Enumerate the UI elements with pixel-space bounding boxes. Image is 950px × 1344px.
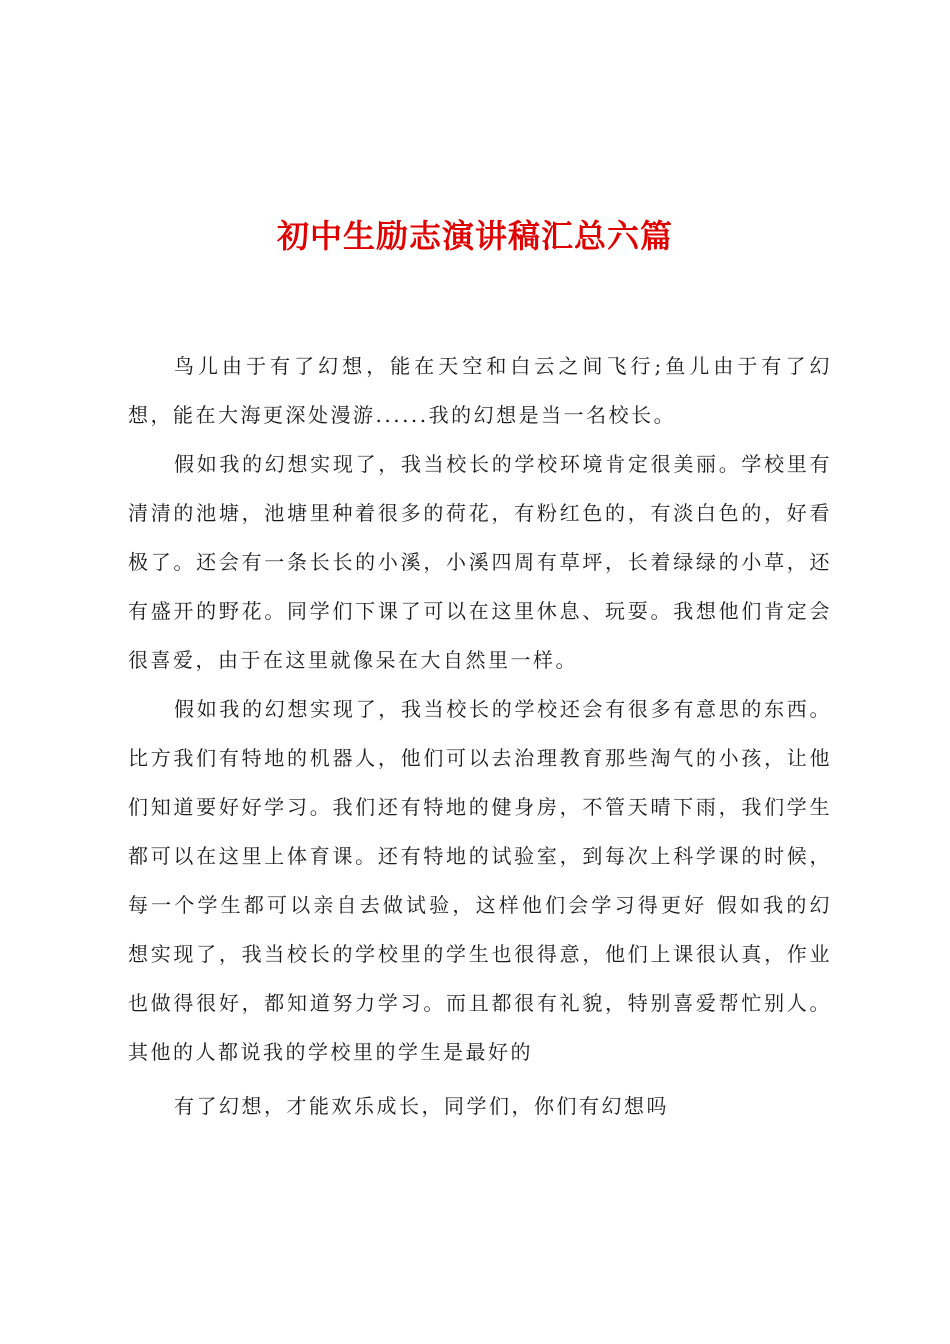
document-body: [128, 342, 832, 1131]
paragraph-4: 有了幻想，才能欢乐成长，同学们，你们有幻想吗: [174, 1094, 669, 1118]
document-title: 初中生励志演讲稿汇总六篇: [276, 217, 673, 255]
paragraph-2: 假如我的幻想实现了，我当校长的学校环境肯定很美丽。学校里有清清的池塘，池塘里种着很多的荷花，有粉红色的，有淡白色的，好看极了。还会有一条长长的小溪，小溪四周有草坪，长着绿绿的小草，还有盛开的野花。同学们下课了可以在这里休息、玩耍。我想他们肯定会很喜爱，由于在这里就像呆在大自然里一样。: [128, 452, 832, 672]
paragraph-1: 鸟儿由于有了幻想，能在天空和白云之间飞行;鱼儿由于有了幻想，能在大海更深处漫游......我的幻想是当一名校长。: [128, 354, 832, 427]
paragraph-3: 假如我的幻想实现了，我当校长的学校还会有很多有意思的东西。比方我们有特地的机器人，他们可以去治理教育那些淘气的小孩，让他们知道要好好学习。我们还有特地的健身房，不管天晴下雨，我们学生都可以在这里上体育课。还有特地的试验室，到每次上科学课的时候，每一个学生都可以亲自去做试验，这样他们会学习得更好 假如我的幻想实现了，我当校长的学校里的学生也很得意，他们上课很认真，作业也做得很好，都知道努力学习。而且都很有礼貌，特别喜爱帮忙别人。其他的人都说我的学校里的学生是最好的: [128, 697, 832, 1064]
